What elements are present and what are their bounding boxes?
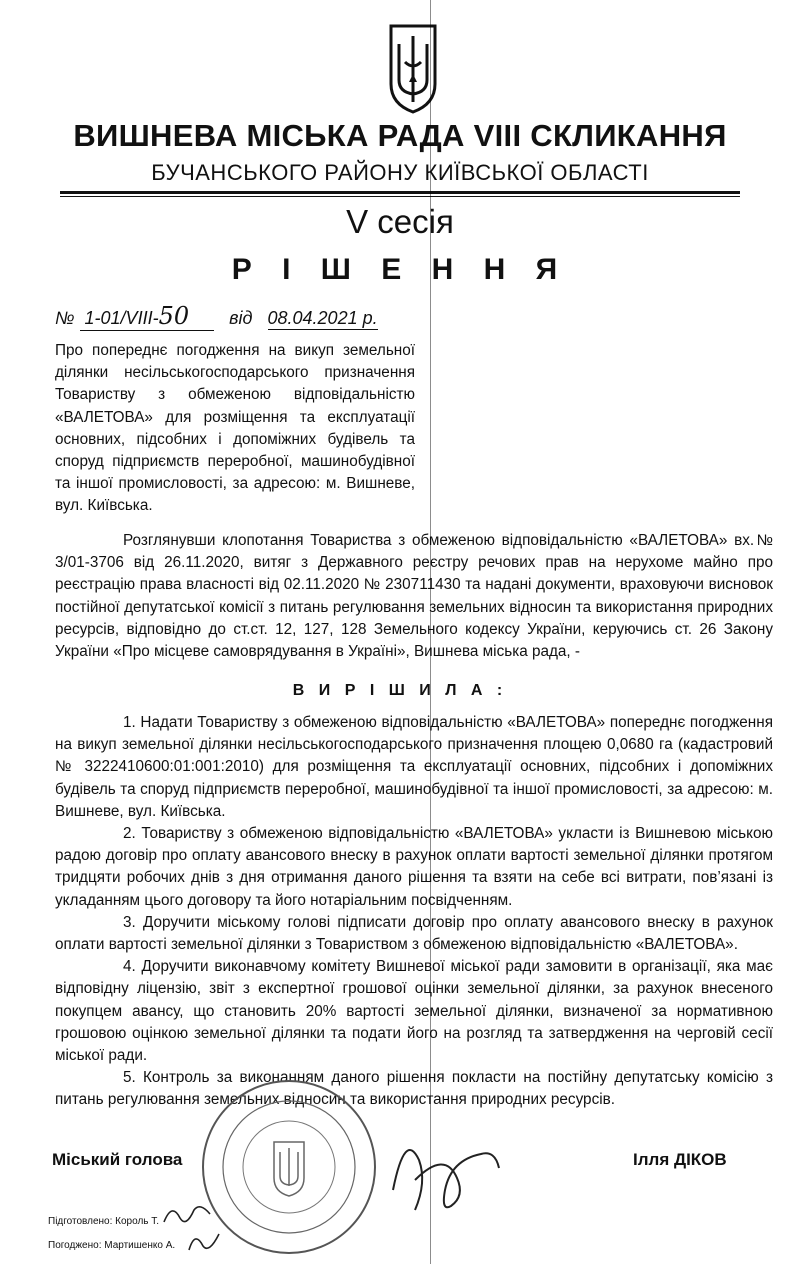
header-divider [60, 191, 740, 194]
council-title: ВИШНЕВА МІСЬКА РАДА VIII СКЛИКАННЯ [73, 118, 727, 153]
resolution-item: 4. Доручити виконавчому комітету Вишневої міської ради замовити в організації, яка має відповідну ліцензію, звіт з експертної грошової оцінки земельної ділянки, за рахунок внесеного покупцем авансу, що становить 20% вартості земельної ділянки, визначеної за нормативною грошовою оцінкою земельної ділянки та подати його на розгляд та затвердження на черговій сесії міської ради. [55, 958, 773, 1065]
mayor-label: Міський голова [52, 1150, 183, 1169]
resolution-item: 5. Контроль за виконанням даного рішення покласти на постійну депутатську комісію з питань регулювання земельних відносин та використання природних ресурсів. [55, 1069, 773, 1109]
seal-stamp-icon [200, 1078, 378, 1256]
preamble-paragraph: Розглянувши клопотання Товариства з обмеженою відповідальністю «ВАЛЕТОВА» вх.№ 3/01-3706 від 26.11.2020, витяг з Державного реєстру речових прав на нерухоме майно про реєстрацію права власності від 02.11.2020 № 230711430 та надані документи, враховуючи висновок постійної депутатської комісії з питань регулювання земельних відносин та використання природних ресурсів, відповідно до ст.ст. 12, 127, 128 Земельного кодексу України, керуючись ст. 26 Закону України «Про місцеве самоврядування в Україні», Вишнева міська рада, - [55, 532, 773, 661]
number-sign: № [55, 308, 75, 328]
signature-icon [385, 1120, 505, 1220]
decision-subject: Про попереднє погодження на викуп земельної ділянки несільськогосподарського призначення Товариству з обмеженою відповідальністю «ВАЛЕТОВА» для розміщення та експлуатації основних, підсобних і допоміжних будівель та споруд підприємств переробної, машинобудівної та іншої промисловості, за адресою: м. Вишневе, вул. Київська. [55, 342, 415, 515]
trident-icon [387, 22, 439, 114]
decision-number-line [55, 302, 378, 331]
from-label: від [229, 308, 253, 328]
document-type: Р І Ш Е Н Н Я [231, 253, 569, 286]
header-divider-thin [60, 196, 740, 197]
resolution-item: 2. Товариству з обмеженою відповідальністю «ВАЛЕТОВА» укласти із Вишневою міською радою договір про оплату авансового внеску в рахунок оплати вартості земельної ділянки протягом тридцяти робочих днів з дня отримання даного рішення та взяти на себе всі витрати, пов’язані із укладанням цього договору та його нотаріальним посвідченням. [55, 825, 773, 909]
resolution-item: 3. Доручити міському голові підписати договір про оплату авансового внеску в рахунок оплати вартості земельної ділянки з Товариством з обмеженою відповідальністю «ВАЛЕТОВА». [55, 913, 773, 954]
session-label: V сесія [346, 203, 454, 240]
resolution-item: 1. Надати Товариству з обмеженою відповідальністю «ВАЛЕТОВА» попереднє погодження на викуп земельної ділянки несільськогосподарського призначення площею 0,0680 га (кадастровий № 3222410600:01:001:2010) для розміщення та експлуатації основних, підсобних і допоміжних будівель та споруд підприємств переробної, машинобудівної та іншої промисловості, за адресою: м. Вишневе, вул. Київська. [55, 714, 773, 820]
decision-number: 1-01/VIII-50 [80, 302, 215, 331]
initials-signature-icon [185, 1226, 225, 1256]
scan-fold-line [430, 0, 431, 1264]
mayor-name: Ілля ДІКОВ [633, 1150, 727, 1169]
handwritten-number: 50 [158, 302, 190, 330]
prepared-by: Підготовлено: Король Т. [48, 1216, 160, 1227]
agreed-by: Погоджено: Мартишенко А. [48, 1240, 176, 1251]
resolution-items [55, 712, 773, 1112]
council-subtitle: БУЧАНСЬКОГО РАЙОНУ КИЇВСЬКОЇ ОБЛАСТІ [151, 160, 649, 185]
resolved-heading: В И Р І Ш И Л А : [292, 682, 508, 699]
decision-date: 08.04.2021 р. [267, 308, 378, 328]
